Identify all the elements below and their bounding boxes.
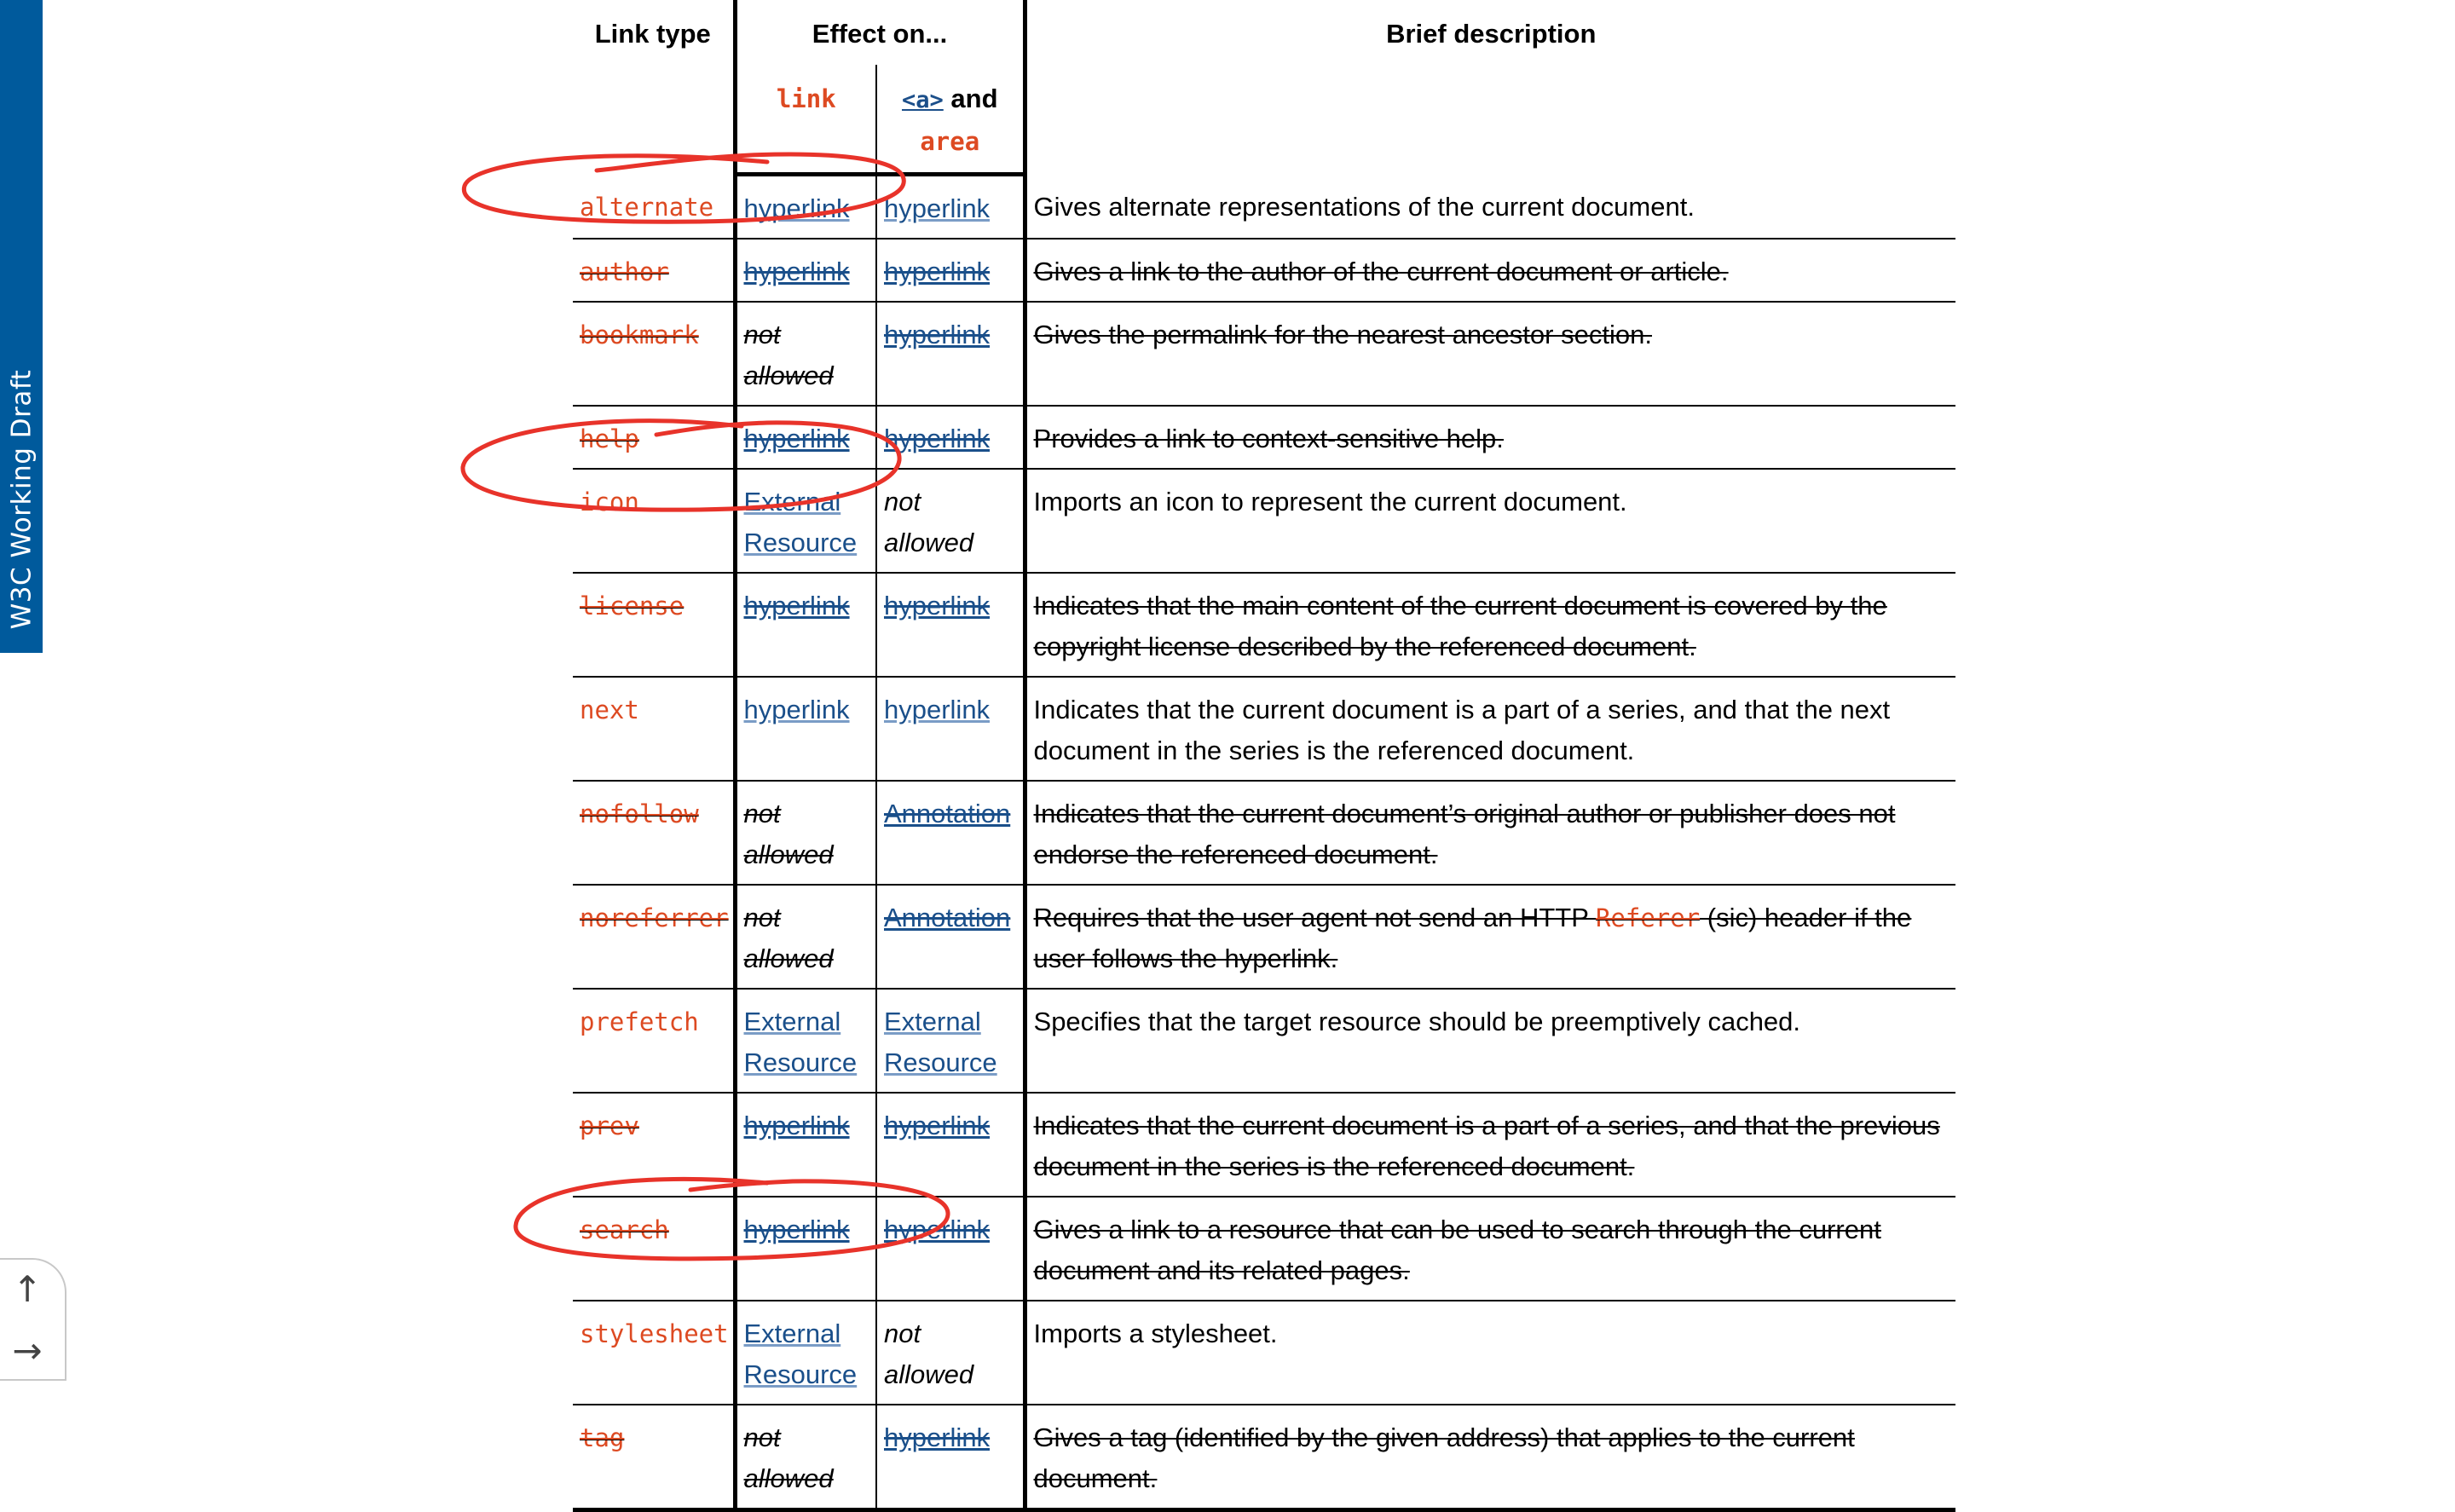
link-element-code: link: [776, 84, 836, 113]
description-text: Imports a stylesheet.: [1033, 1319, 1278, 1348]
description-cell: [1025, 1405, 1955, 1510]
effect-on-a-area[interactable]: hyperlink: [884, 257, 991, 286]
effect-on-link[interactable]: hyperlink: [743, 1215, 850, 1244]
effect-on-a-area-cell: [876, 1301, 1025, 1405]
effect-on-a-area: not allowed: [884, 1319, 974, 1389]
link-type-cell: [573, 781, 735, 885]
table-row-icon: [573, 469, 1955, 573]
description-text: Indicates that the current document is a part of a series, and that the next document in the series is the referenced document.: [1033, 695, 1891, 765]
effect-on-a-area[interactable]: hyperlink: [884, 591, 991, 620]
section-nav-widget: [0, 1258, 66, 1381]
description-cell: [1025, 781, 1955, 885]
effect-on-a-area-cell: [876, 989, 1025, 1093]
back-to-top-arrow-icon[interactable]: ↑: [12, 1267, 43, 1310]
effect-on-link-cell: [735, 1405, 876, 1510]
link-types-table-container: [573, 0, 1955, 1512]
description-cell: [1025, 1197, 1955, 1301]
link-type-cell: [573, 677, 735, 781]
table-row-next: [573, 677, 1955, 781]
description-cell: [1025, 885, 1955, 989]
link-type-keyword: tag: [580, 1423, 625, 1452]
description-cell: [1025, 1093, 1955, 1197]
area-element-code: area: [920, 127, 980, 156]
effect-on-link[interactable]: hyperlink: [743, 1111, 850, 1140]
header-link-type: Link type: [594, 19, 711, 49]
link-type-cell: [573, 406, 735, 469]
effect-on-a-area-cell: [876, 175, 1025, 239]
effect-on-link[interactable]: hyperlink: [743, 193, 850, 223]
table-row-bookmark: [573, 302, 1955, 406]
effect-on-a-area[interactable]: hyperlink: [884, 1215, 991, 1244]
header-a-area-elements: [876, 65, 1025, 175]
effect-on-a-area-cell: [876, 239, 1025, 302]
effect-on-a-area-cell: [876, 1405, 1025, 1510]
link-type-keyword: bookmark: [580, 320, 699, 349]
effect-on-a-area[interactable]: Annotation: [884, 799, 1011, 828]
description-text: Provides a link to context-sensitive help.: [1033, 424, 1504, 453]
description-cell: [1025, 239, 1955, 302]
link-type-cell: [573, 885, 735, 989]
link-type-keyword: nofollow: [580, 799, 699, 828]
table-row-alternate: [573, 175, 1955, 239]
table-row-help: [573, 406, 1955, 469]
link-type-cell: [573, 1405, 735, 1510]
table-row-noreferrer: [573, 885, 1955, 989]
effect-on-a-area-cell: [876, 781, 1025, 885]
table-row-prev: [573, 1093, 1955, 1197]
effect-on-a-area[interactable]: hyperlink: [884, 1423, 991, 1452]
header-brief-description: Brief description: [1025, 0, 1955, 175]
link-type-cell: [573, 573, 735, 677]
effect-on-a-area-cell: [876, 406, 1025, 469]
effect-on-link[interactable]: External Resource: [743, 1007, 858, 1077]
effect-on-link-cell: [735, 239, 876, 302]
effect-on-link-cell: [735, 1093, 876, 1197]
effect-on-a-area[interactable]: External Resource: [884, 1007, 997, 1077]
effect-on-a-area-cell: [876, 469, 1025, 573]
link-type-cell: [573, 239, 735, 302]
description-text-after: (sic) header if the user follows the hyperlink.: [1033, 903, 1912, 973]
link-type-keyword: prev: [580, 1111, 639, 1140]
effect-on-a-area-cell: [876, 677, 1025, 781]
description-text: Gives a link to the author of the current document or article.: [1033, 257, 1729, 286]
description-cell: [1025, 302, 1955, 406]
effect-on-link-cell: [735, 1301, 876, 1405]
effect-on-link[interactable]: hyperlink: [743, 424, 850, 453]
link-type-keyword: search: [580, 1215, 669, 1244]
description-text: Indicates that the main content of the current document is covered by the copyright license described by the referenced document.: [1033, 591, 1887, 661]
effect-on-a-area[interactable]: Annotation: [884, 903, 1011, 932]
link-type-keyword: next: [580, 695, 639, 724]
table-row-license: [573, 573, 1955, 677]
description-cell: [1025, 175, 1955, 239]
link-type-keyword: alternate: [580, 192, 714, 222]
effect-on-a-area[interactable]: hyperlink: [884, 1111, 991, 1140]
link-type-keyword: noreferrer: [580, 903, 729, 932]
link-type-cell: [573, 175, 735, 239]
table-row-search: [573, 1197, 1955, 1301]
description-text-before: Requires that the user agent not send an HTTP: [1033, 903, 1596, 932]
effect-on-link-cell: [735, 302, 876, 406]
effect-on-link[interactable]: hyperlink: [743, 591, 850, 620]
effect-on-link[interactable]: External Resource: [743, 487, 858, 557]
effect-on-link-cell: [735, 677, 876, 781]
effect-on-a-area: not allowed: [884, 487, 974, 557]
w3c-logo-text-wrap: [0, 346, 47, 653]
link-type-cell: [573, 1301, 735, 1405]
link-type-keyword: prefetch: [580, 1007, 699, 1036]
link-type-cell: [573, 1197, 735, 1301]
description-text: Imports an icon to represent the current document.: [1033, 487, 1627, 517]
link-type-cell: [573, 302, 735, 406]
effect-on-link[interactable]: hyperlink: [743, 257, 850, 286]
description-text: Indicates that the current document is a part of a series, and that the previous document in the series is the referenced document.: [1033, 1111, 1940, 1181]
link-types-table: [573, 0, 1955, 1512]
w3c-logo-text: W3C Working Draft: [6, 369, 37, 630]
effect-on-link-cell: [735, 175, 876, 239]
table-row-nofollow: [573, 781, 1955, 885]
referer-code: Referer: [1595, 903, 1701, 932]
effect-on-link: not allowed: [743, 903, 834, 973]
effect-on-a-area-cell: [876, 1093, 1025, 1197]
effect-on-link: not allowed: [743, 799, 834, 869]
effect-on-link: not allowed: [743, 320, 834, 390]
header-and-text: and: [950, 84, 998, 113]
description-cell: [1025, 573, 1955, 677]
effect-on-a-area[interactable]: hyperlink: [884, 320, 991, 349]
effect-on-link-cell: [735, 989, 876, 1093]
link-type-keyword: author: [580, 257, 669, 286]
link-type-cell: [573, 1093, 735, 1197]
effect-on-a-area-cell: [876, 302, 1025, 406]
description-cell: [1025, 677, 1955, 781]
link-type-keyword: help: [580, 424, 639, 453]
effect-on-a-area-cell: [876, 573, 1025, 677]
table-row-author: [573, 239, 1955, 302]
link-type-keyword: icon: [580, 488, 639, 517]
description-cell: [1025, 406, 1955, 469]
effect-on-link[interactable]: External Resource: [743, 1319, 858, 1389]
effect-on-a-area[interactable]: hyperlink: [884, 695, 991, 724]
link-types-body: [573, 175, 1955, 1510]
description-text: Gives a link to a resource that can be used to search through the current document and its related pages.: [1033, 1215, 1881, 1285]
effect-on-a-area-cell: [876, 1197, 1025, 1301]
description-text: Indicates that the current document’s original author or publisher does not endorse the referenced document.: [1033, 799, 1896, 869]
description-text: Specifies that the target resource should be preemptively cached.: [1033, 1007, 1801, 1036]
description-text: Gives the permalink for the nearest ancestor section.: [1033, 320, 1652, 349]
table-row-tag: [573, 1405, 1955, 1510]
next-section-arrow-icon[interactable]: →: [12, 1329, 43, 1371]
table-row-stylesheet: [573, 1301, 1955, 1405]
effect-on-a-area-cell: [876, 885, 1025, 989]
effect-on-link-cell: [735, 573, 876, 677]
effect-on-link-cell: [735, 885, 876, 989]
link-type-cell: [573, 989, 735, 1093]
table-row-prefetch: [573, 989, 1955, 1093]
link-type-keyword: license: [580, 592, 685, 620]
w3c-working-draft-logo[interactable]: [0, 0, 43, 653]
link-type-cell: [573, 469, 735, 573]
description-cell: [1025, 989, 1955, 1093]
effect-on-link-cell: [735, 781, 876, 885]
effect-on-a-area[interactable]: hyperlink: [884, 193, 991, 223]
effect-on-link-cell: [735, 1197, 876, 1301]
description-cell: [1025, 1301, 1955, 1405]
effect-on-link: not allowed: [743, 1423, 834, 1493]
description-cell: [1025, 469, 1955, 573]
description-text: Gives a tag (identified by the given address) that applies to the current document.: [1033, 1423, 1855, 1493]
effect-on-link-cell: [735, 469, 876, 573]
effect-on-link[interactable]: hyperlink: [743, 695, 850, 724]
a-element-link[interactable]: <a>: [901, 87, 944, 113]
header-effect-on: Effect on...: [735, 0, 1025, 65]
effect-on-a-area[interactable]: hyperlink: [884, 424, 991, 453]
effect-on-link-cell: [735, 406, 876, 469]
link-type-keyword: stylesheet: [580, 1319, 729, 1348]
header-link-element: [735, 65, 876, 175]
description-text: Gives alternate representations of the current document.: [1033, 191, 1695, 222]
